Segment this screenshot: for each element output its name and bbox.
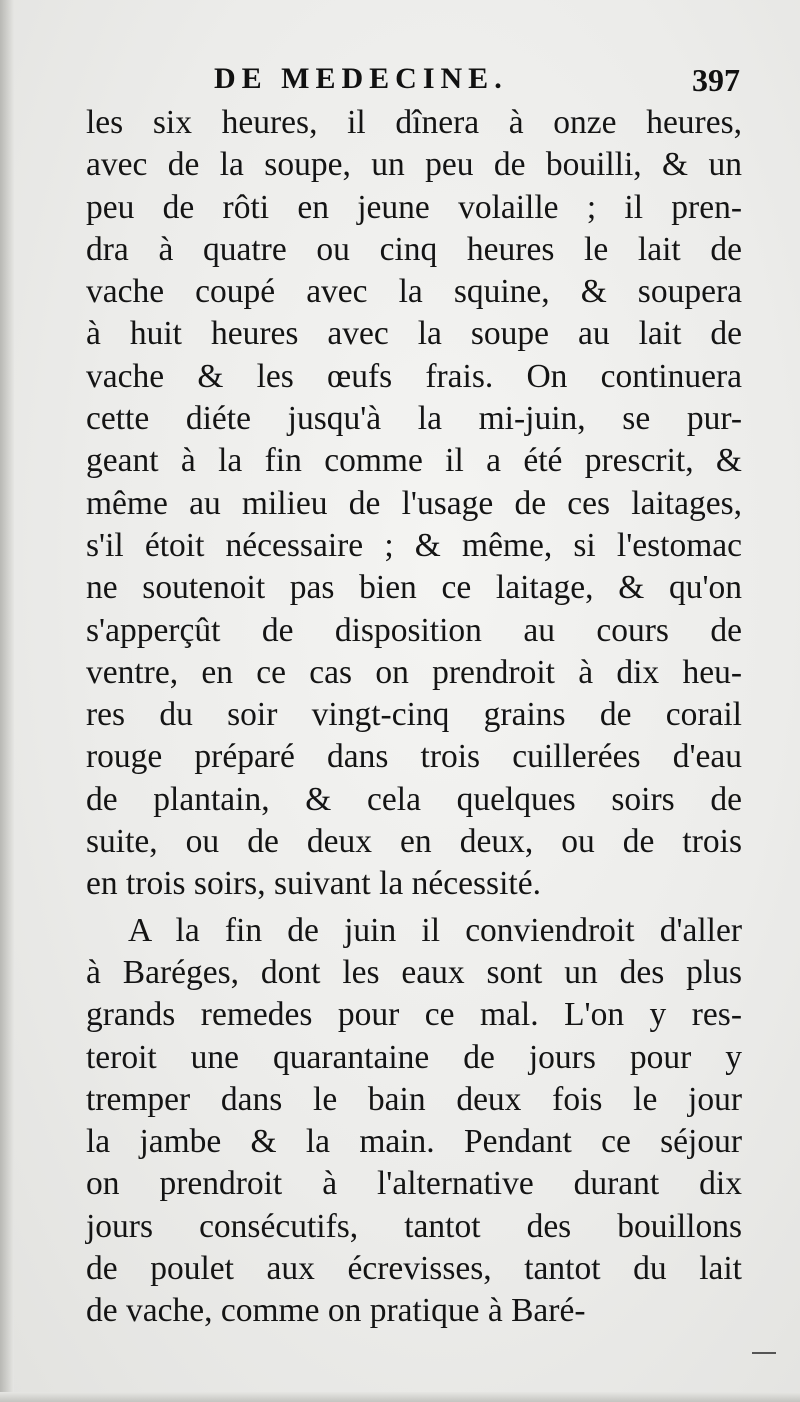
text-line: ne soutenoit pas bien ce laitage, & qu'on [86,569,742,607]
page-header [90,62,740,106]
text-line: à huit heures avec la soupe au lait de [86,315,742,353]
text-line: de vache, comme on pratique à Baré- [86,1292,586,1330]
text-line: vache coupé avec la squine, & soupera [86,273,742,311]
text-line: A la fin de juin il conviendroit d'aller [128,911,742,949]
text-line: res du soir vingt-cinq grains de corail [86,696,742,734]
text-line: on prendroit à l'alternative durant dix [86,1165,742,1203]
text-line: en trois soirs, suivant la nécessité. [86,865,541,903]
text-line: les six heures, il dînera à onze heures, [86,104,742,141]
text-line: de plantain, & cela quelques soirs de [86,780,742,818]
text-line: teroit une quarantaine de jours pour y [86,1038,742,1076]
text-line: à Baréges, dont les eaux sont un des plus [86,953,742,991]
text-line: même au milieu de l'usage de ces laitages, [86,484,742,522]
text-line: la jambe & la main. Pendant ce séjour [86,1123,742,1161]
text-line: s'apperçût de disposition au cours de [86,611,742,649]
text-line: peu de rôti en jeune volaille ; il pren- [86,188,742,226]
text-line: de poulet aux écrevisses, tantot du lait [86,1250,742,1288]
text-line: suite, ou de deux en deux, ou de trois [86,823,742,861]
page-left-edge [0,0,14,1402]
text-line: geant à la fin comme il a été prescrit, & [86,442,742,480]
bottom-margin-dash [752,1352,776,1354]
paragraph-2 [86,910,742,1333]
text-line: rouge préparé dans trois cuillerées d'eau [86,738,742,776]
text-line: dra à quatre ou cinq heures le lait de [86,230,742,268]
text-line: avec de la soupe, un peu de bouilli, & un [86,146,742,184]
text-line: jours consécutifs, tantot des bouillons [86,1207,742,1245]
page-bottom-edge [0,1392,800,1402]
text-line: s'il étoit nécessaire ; & même, si l'estomac [86,526,742,564]
body-text [86,102,742,1333]
paragraph-1 [86,102,742,906]
running-title: DE MEDECINE. [214,62,508,95]
page-number: 397 [692,62,740,98]
text-line: grands remedes pour ce mal. L'on y res- [86,996,742,1034]
text-line: vache & les œufs frais. On continuera [86,357,742,395]
text-line: cette diéte jusqu'à la mi-juin, se pur- [86,400,742,438]
text-line: ventre, en ce cas on prendroit à dix heu- [86,653,742,691]
text-line: tremper dans le bain deux fois le jour [86,1080,742,1118]
